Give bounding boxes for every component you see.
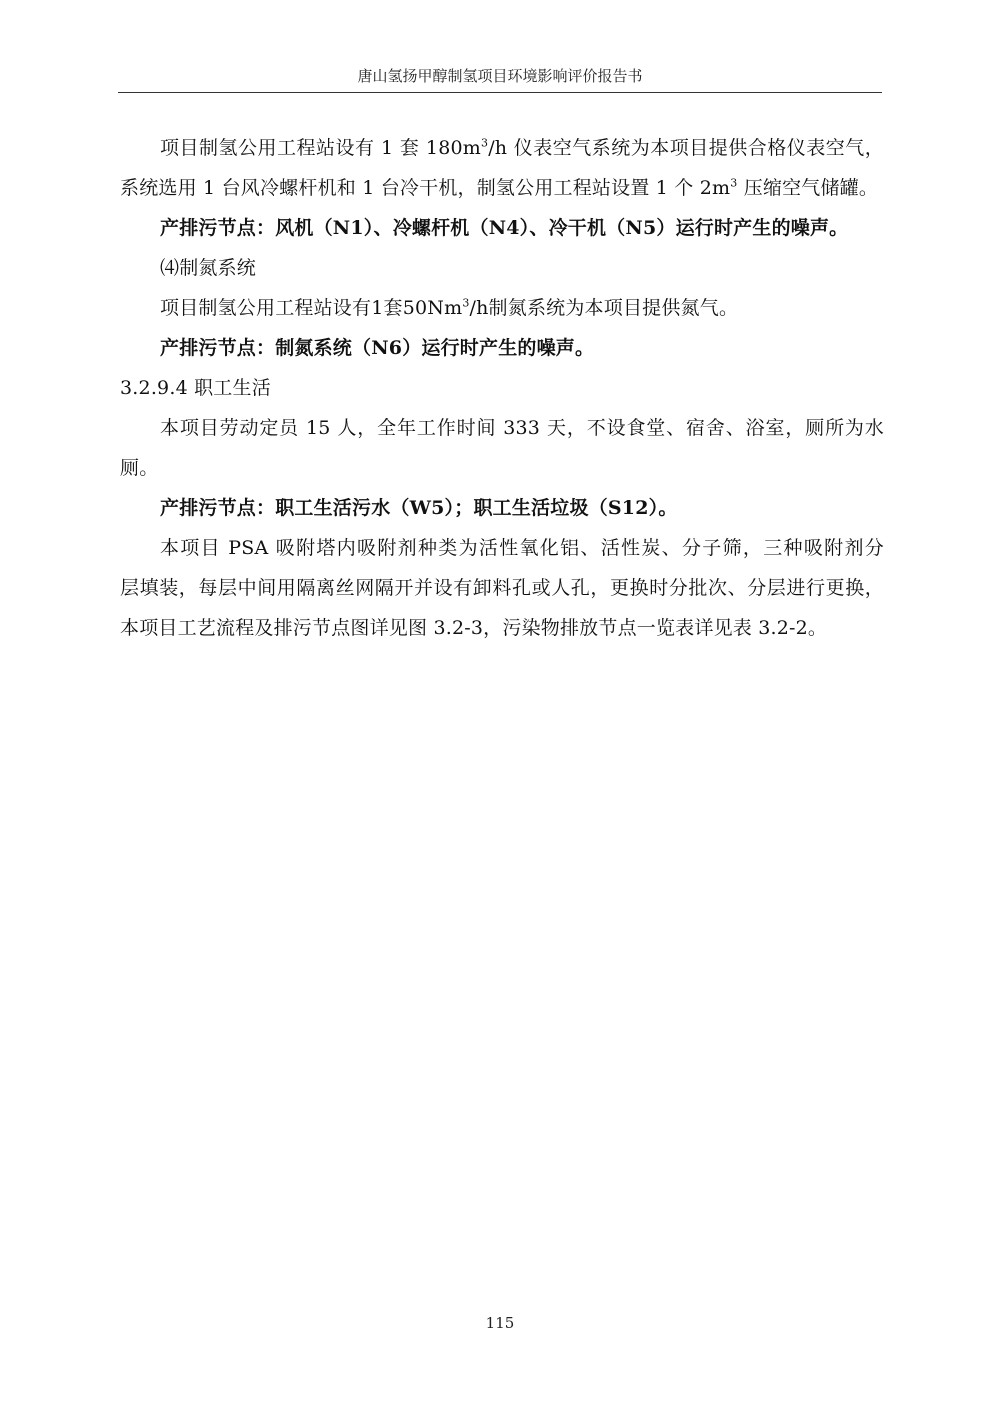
- paragraph-line: 系统选用 1 台风冷螺杆机和 1 台冷干机，制氢公用工程站设置 1 个 $2m^3$ 压缩空气储罐。: [120, 176, 879, 199]
- paragraph-line: 项目制氢公用工程站设有 1 套 $180m^3/h$ 仪表空气系统为本项目提供合格仪表空气，: [160, 136, 884, 159]
- pollution-node-note: 产排污节点：职工生活污水（W5）；职工生活垃圾（S12）。: [160, 497, 678, 519]
- paragraph-line: 项目制氢公用工程站设有1套50Nm$^3$/h制氮系统为本项目提供氮气。: [160, 296, 739, 319]
- pollution-node-note: 产排污节点：制氮系统（N6）运行时产生的噪声。: [160, 337, 595, 359]
- paragraph-line: 本项目工艺流程及排污节点图详见图 3.2-3，污染物排放节点一览表详见表 3.2-2。: [120, 617, 828, 639]
- section-heading: 3.2.9.4 职工生活: [120, 377, 271, 399]
- paragraph-line: 厕。: [120, 457, 159, 479]
- pollution-node-note: 产排污节点：风机（N1）、冷螺杆机（N4）、冷干机（N5）运行时产生的噪声。: [160, 217, 849, 239]
- header-divider: [118, 92, 882, 93]
- running-header: 唐山氢扬甲醇制氢项目环境影响评价报告书: [357, 67, 643, 85]
- subsection-label: ⑷制氮系统: [160, 257, 257, 279]
- paragraph-line: 层填装，每层中间用隔离丝网隔开并设有卸料孔或人孔，更换时分批次、分层进行更换，: [120, 577, 884, 599]
- document-body: [120, 128, 884, 648]
- paragraph-line: 本项目劳动定员 15 人，全年工作时间 333 天，不设食堂、宿舍、浴室，厕所为水: [160, 417, 884, 439]
- page-number: 115: [485, 1314, 515, 1332]
- paragraph-line: 本项目 PSA 吸附塔内吸附剂种类为活性氧化铝、活性炭、分子筛，三种吸附剂分: [160, 537, 884, 559]
